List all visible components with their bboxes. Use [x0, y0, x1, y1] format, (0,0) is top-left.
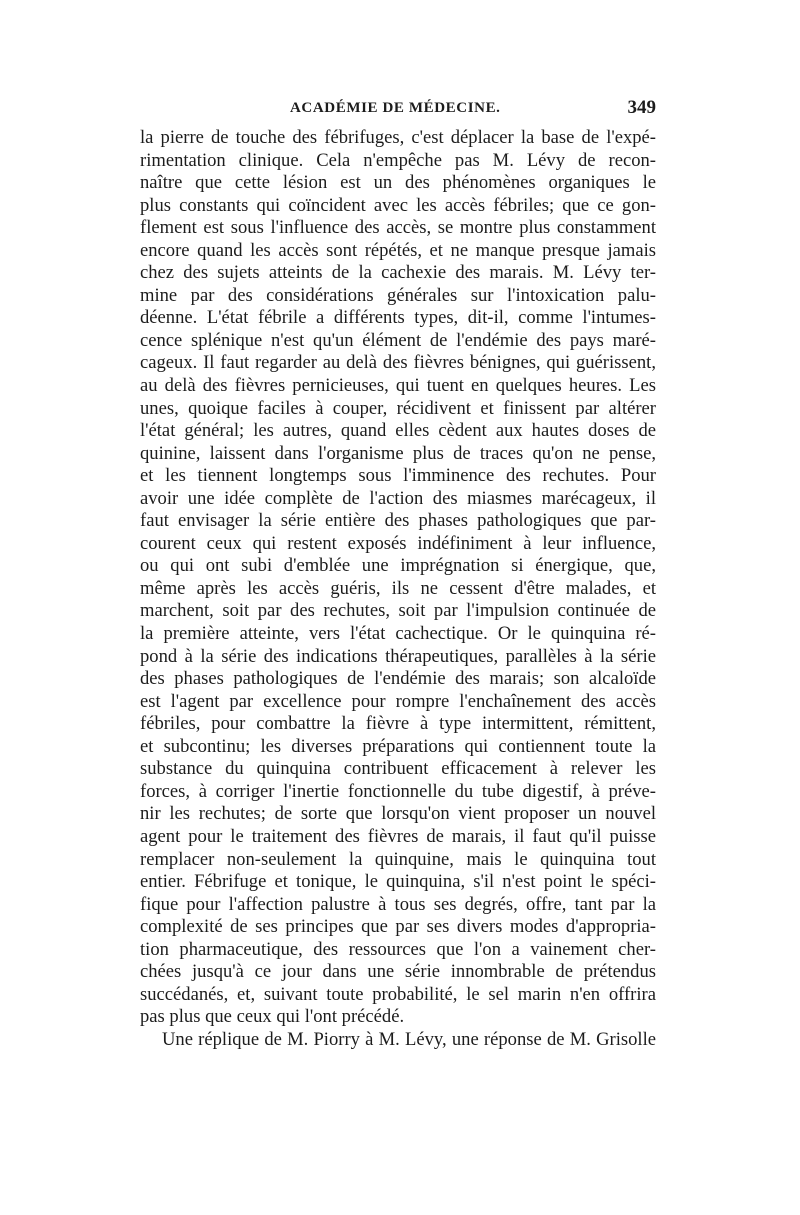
text-line: unes, quoique faciles à couper, récidivent et finissent par altérer [140, 397, 656, 419]
text-line: la pierre de touche des fébrifuges, c'est déplacer la base de l'expé- [140, 127, 656, 148]
text-line: agent pour le traitement des fièvres de marais, il faut qu'il puisse [140, 825, 656, 847]
text-line: courent ceux qui restent exposés indéfiniment à leur influence, [140, 532, 656, 554]
text-line: naître que cette lésion est un des phénomènes organiques le [140, 172, 656, 194]
paragraph-2 [140, 1029, 656, 1052]
text-line: plus constants qui coïncident avec les accès fébriles; que ce gon- [140, 194, 656, 216]
text-line: chées jusqu'à ce jour dans une série innombrable de prétendus [140, 961, 656, 983]
text-line: fébriles, pour combattre la fièvre à type intermittent, rémittent, [140, 713, 656, 735]
text-line: faut envisager la série entière des phases pathologiques que par- [140, 510, 656, 532]
page-number: 349 [627, 97, 656, 118]
text-line: chez des sujets atteints de la cachexie des marais. M. Lévy ter- [140, 262, 656, 284]
text-line: fique pour l'affection palustre à tous ses degrés, offre, tant par la [140, 893, 656, 915]
text-line: des phases pathologiques de l'endémie des marais; son alcaloïde [140, 668, 656, 690]
text-line: entier. Fébrifuge et tonique, le quinquina, s'il n'est point le spéci- [140, 871, 656, 893]
text-line: succédanés, et, suivant toute probabilité, le sel marin n'en offrira [140, 983, 656, 1005]
text-line: l'état général; les autres, quand elles cèdent aux hautes doses de [140, 420, 656, 442]
text-line: remplacer non-seulement la quinquine, mais le quinquina tout [140, 848, 656, 870]
text-line: Une réplique de M. Piorry à M. Lévy, une réponse de M. Grisolle [162, 1028, 656, 1050]
text-line: cence splénique n'est qu'un élément de l'endémie des pays maré- [140, 329, 656, 351]
text-line: pas plus que ceux qui l'ont précédé. [140, 1006, 405, 1028]
paragraph-1 [140, 127, 656, 1029]
text-line: la première atteinte, vers l'état cachectique. Or le quinquina ré- [140, 623, 656, 645]
text-line: tion pharmaceutique, des ressources que l'on a vainement cher- [140, 938, 656, 960]
text-line: marchent, soit par des rechutes, soit par l'impulsion continuée de [140, 600, 656, 622]
running-head-title: ACADÉMIE DE MÉDECINE. [290, 100, 501, 116]
text-line: complexité de ses principes que par ses divers modes d'appropria- [140, 916, 656, 938]
text-line: rimentation clinique. Cela n'empêche pas M. Lévy de recon- [140, 149, 656, 171]
text-line: quinine, laissent dans l'organisme plus de traces qu'on ne pense, [140, 442, 656, 464]
body-text [140, 127, 656, 1051]
text-line: flement est sous l'influence des accès, se montre plus constamment [140, 217, 656, 239]
text-line: au delà des fièvres pernicieuses, qui tuent en quelques heures. Les [140, 375, 656, 397]
text-line: nir les rechutes; de sorte que lorsqu'on vient proposer un nouvel [140, 803, 656, 825]
text-line: même après les accès guéris, ils ne cessent d'être malades, et [140, 577, 656, 599]
text-line: déenne. L'état fébrile a différents types, dit-il, comme l'intumes- [140, 307, 656, 329]
text-line: et les tiennent longtemps sous l'imminence des rechutes. Pour [140, 465, 656, 487]
text-line: et subcontinu; les diverses préparations qui contiennent toute la [140, 735, 656, 757]
text-line: avoir une idée complète de l'action des miasmes marécageux, il [140, 487, 656, 509]
running-head [140, 98, 656, 122]
text-line: cageux. Il faut regarder au delà des fièvres bénignes, qui guérissent, [140, 352, 656, 374]
text-line: encore quand les accès sont répétés, et ne manque presque jamais [140, 239, 656, 261]
text-line: mine par des considérations générales sur l'intoxication palu- [140, 284, 656, 306]
text-line: pond à la série des indications thérapeutiques, parallèles à la série [140, 645, 656, 667]
text-line: substance du quinquina contribuent efficacement à relever les [140, 758, 656, 780]
text-line: forces, à corriger l'inertie fonctionnelle du tube digestif, à préve- [140, 780, 656, 802]
text-line: est l'agent par excellence pour rompre l'enchaînement des accès [140, 690, 656, 712]
text-line: ou qui ont subi d'emblée une imprégnation si énergique, que, [140, 555, 656, 577]
